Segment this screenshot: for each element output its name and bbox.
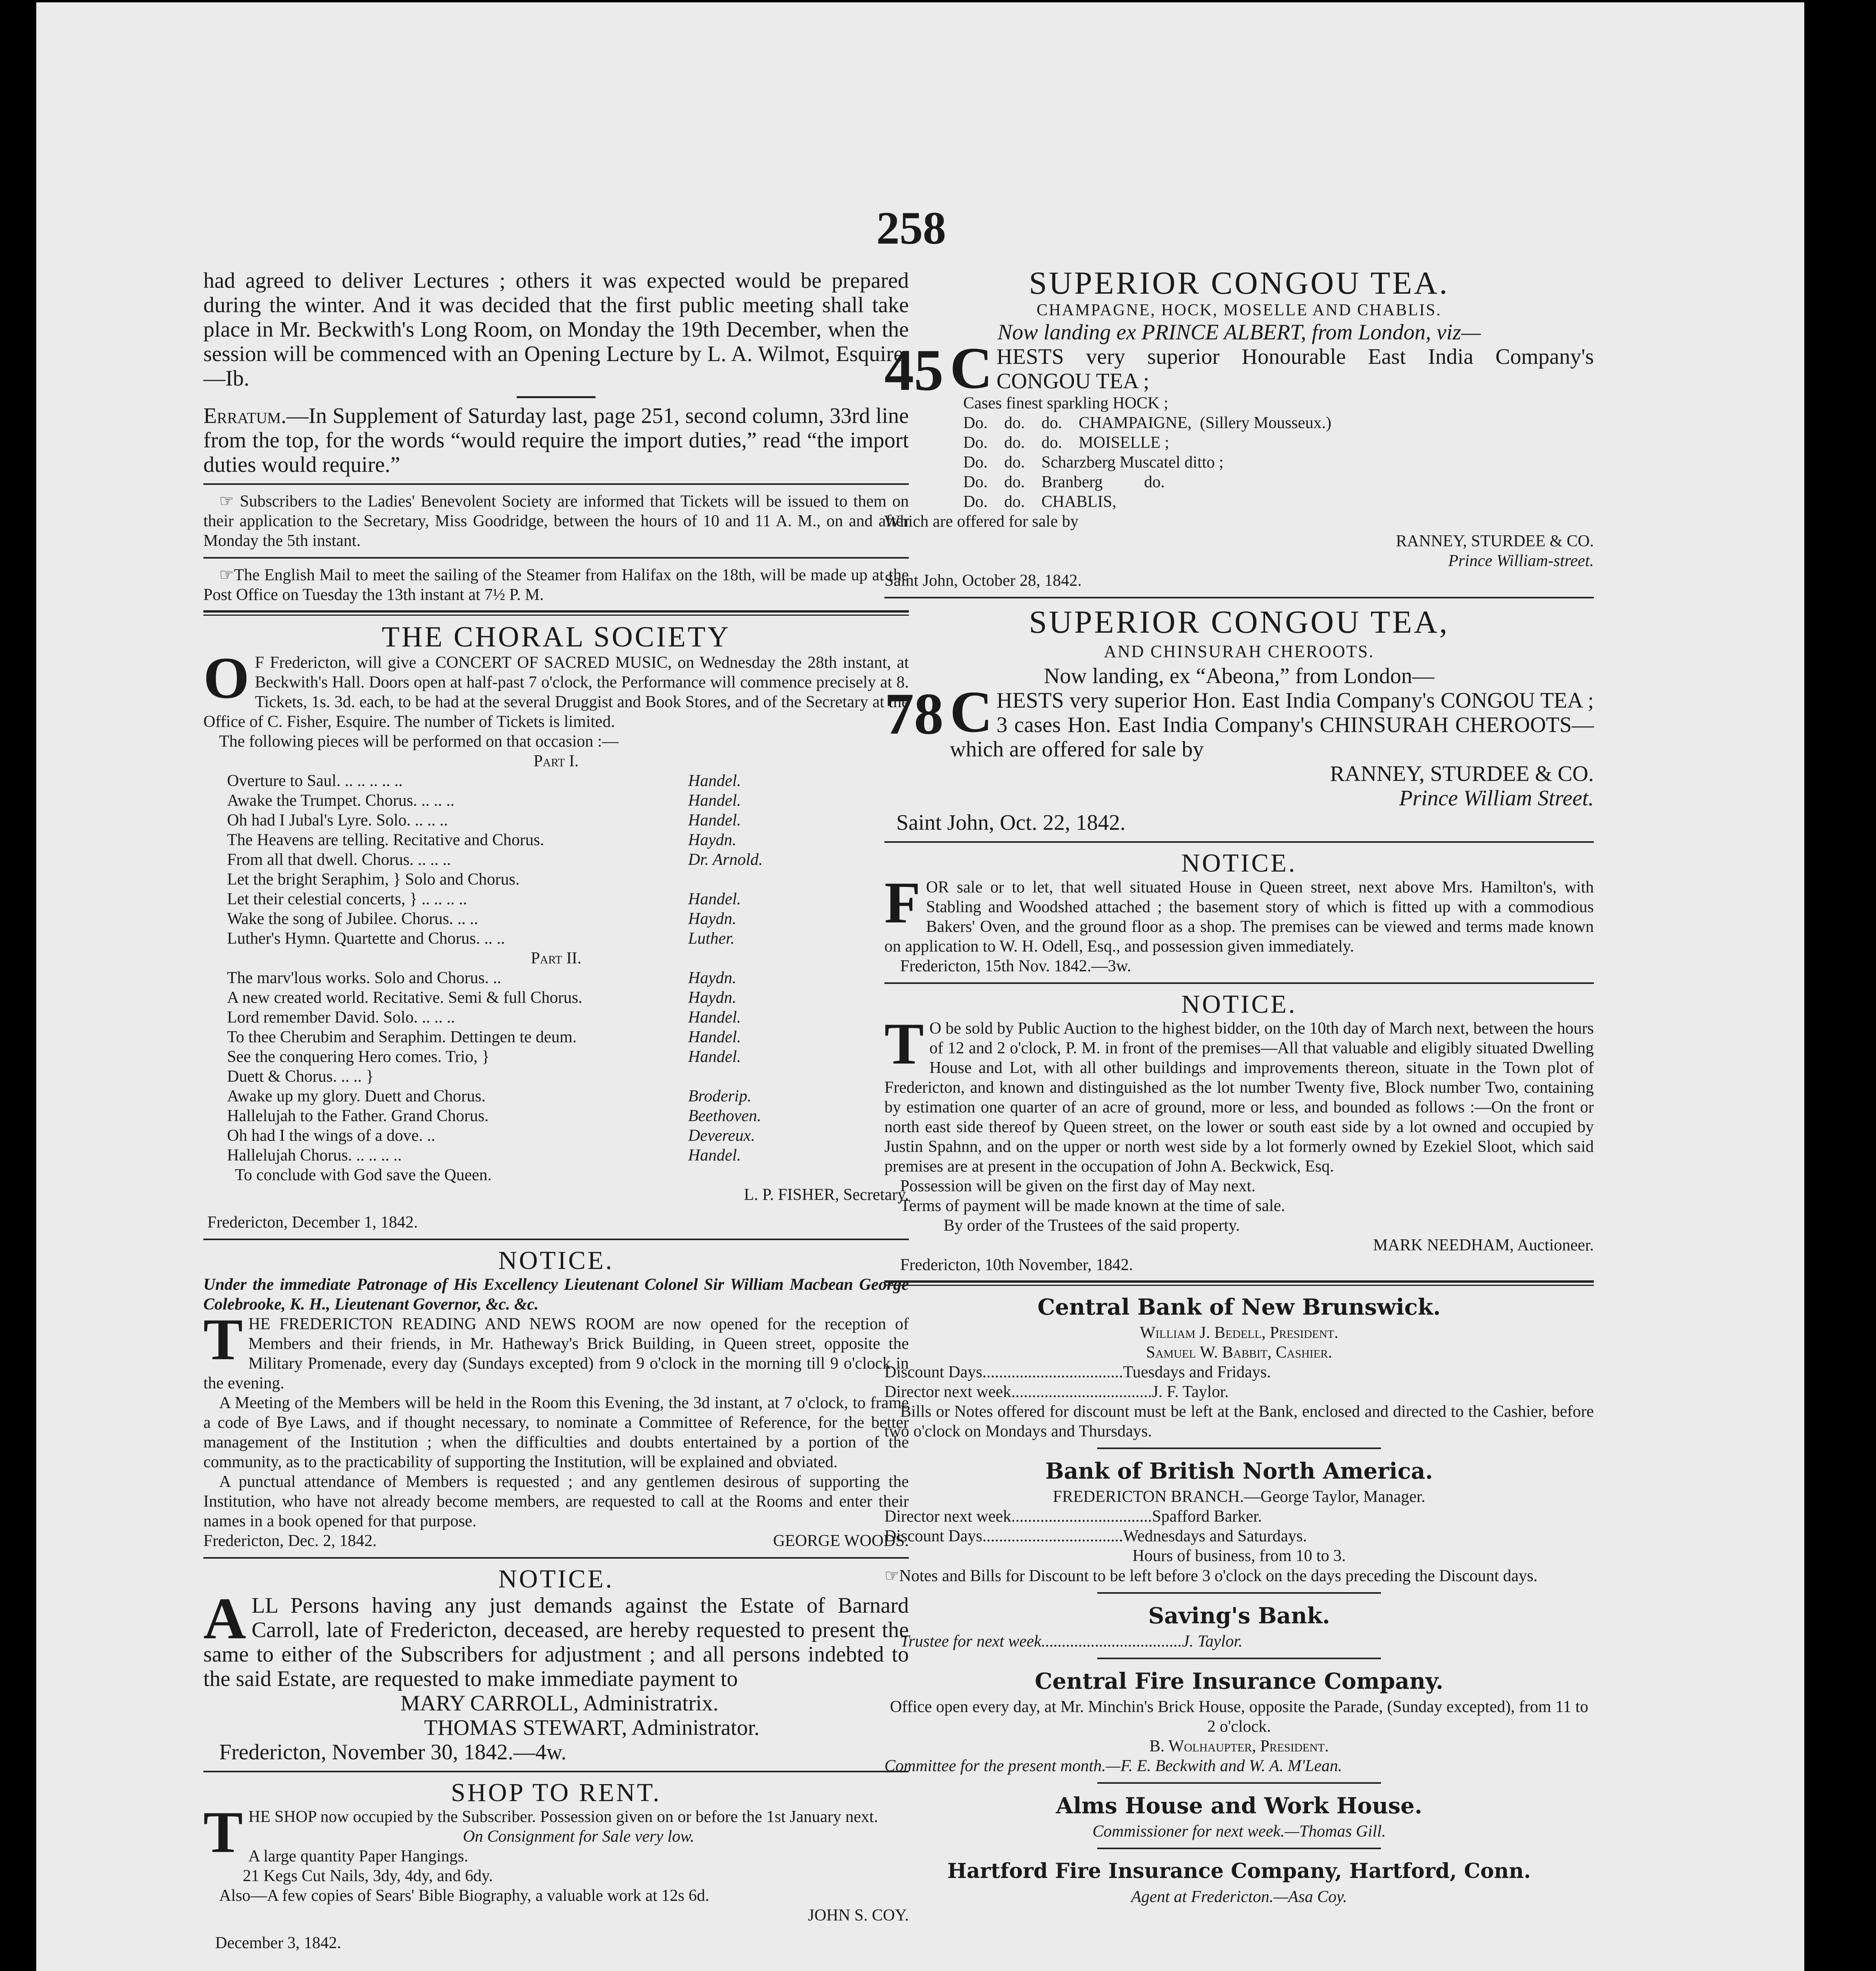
program-composer: Handel.	[688, 1008, 741, 1026]
savings-title: Saving's Bank.	[1148, 1603, 1330, 1629]
divider	[203, 1771, 909, 1772]
program-piece: From all that dwell. Chorus. .. .. ..	[227, 851, 451, 869]
notice-reading-room-body	[203, 1307, 909, 1393]
tea1-subtitle: CHAMPAGNE, HOCK, MOSELLE AND CHABLIS.	[1037, 301, 1442, 319]
auction-possession: Possession will be given on the first day of May next.	[900, 1177, 1256, 1195]
program-piece: The Heavens are telling. Recitative and Chorus.	[227, 831, 544, 849]
program-composer: Handel.	[688, 1048, 741, 1066]
program-composer: Devereux.	[688, 1127, 755, 1145]
choral-body	[203, 645, 909, 732]
tea2-firm: RANNEY, STURDEE & CO.	[1330, 762, 1594, 786]
divider	[1097, 1592, 1381, 1594]
notice-estate-body	[203, 1586, 909, 1691]
program-composer	[688, 870, 806, 889]
hartford-title: Hartford Fire Insurance Company, Hartford, Conn.	[947, 1859, 1531, 1883]
tea-case-line: Do. do. CHABLIS,	[963, 493, 1117, 511]
estate-date: Fredericton, November 30, 1842.—4w.	[219, 1740, 567, 1764]
fire-president: B. Wolhaupter, President.	[1149, 1737, 1329, 1755]
program-piece: Hallelujah Chorus. .. .. .. ..	[227, 1146, 402, 1164]
notice-house-title: NOTICE.	[1181, 849, 1297, 877]
notice-signer: GEORGE WOODS.	[773, 1532, 909, 1550]
tea1-body-text: HESTS very superior Honourable East India Company's CONGOU TEA ;	[996, 345, 1594, 393]
drop-cap: C	[950, 679, 993, 745]
chest-count: 78	[884, 681, 944, 747]
tea2-subtitle: AND CHINSURAH CHEROOTS.	[1104, 642, 1375, 661]
program-piece: Oh had I Jubal's Lyre. Solo. .. .. ..	[227, 811, 448, 829]
double-divider	[203, 610, 909, 616]
bna-discount: Discount Days..................................Wednesdays and Saturdays.	[884, 1527, 1307, 1545]
shop-item-2: 21 Kegs Cut Nails, 3dy, 4dy, and 6dy.	[243, 1867, 493, 1885]
notice-attendance: A punctual attendance of Members is requested ; and any gentlemen desirous of supporting the Institution, who have not already become members, are requested to call at the Rooms and enter their names in a book opened for that purpose.	[203, 1473, 909, 1530]
program-composer: Handel.	[688, 1146, 741, 1164]
erratum	[203, 404, 909, 477]
fire-committee: Committee for the present month.—F. E. Beckwith and W. A. M'Lean.	[884, 1757, 1342, 1775]
choral-title: THE CHORAL SOCIETY	[382, 621, 731, 653]
part-one-heading: Part I.	[533, 752, 579, 770]
house-text: OR sale or to let, that well situated House in Queen street, next above Mrs. Hamilton's, with Stabling and Woodshed attached ; the basement story of which is fitted up with a commodious Bakers' Oven, and the ground floor as a shop. The premises can be viewed and terms made known on application to W. H. Odell, Esq., and possession given immediately.	[884, 878, 1594, 956]
program-piece: Lord remember David. Solo. .. .. ..	[227, 1008, 455, 1026]
shop-text: HE SHOP now occupied by the Subscriber. Possession given on or before the 1st January next.	[248, 1808, 878, 1826]
drop-cap: T	[884, 1011, 924, 1077]
drop-cap: A	[203, 1586, 246, 1651]
notice-house-date: Fredericton, 15th Nov. 1842.—3w.	[900, 957, 1131, 975]
benevolent-notice	[203, 491, 909, 551]
shop-item-1: A large quantity Paper Hangings.	[248, 1847, 469, 1865]
auction-text: O be sold by Public Auction to the highest bidder, on the 10th day of March next, between the hours of 12 and 2 o'clock, P. M. in front of the premises—All that valuable and eligibly situated Dwelling House and Lot, with all other buildings and improvements thereon, situate in the Town plot of Fredericton, and known and distinguished as the lot number Twenty five, Block number Two, containing by estimation one quarter of an acre of ground, more or less, and bounded as follows :—On the front or north east side thereof by Queen street, on the lower or south east side by a lot owned and occupied by Justin Spahnn, and on the upper or north west side by a lot formerly owned by Ezekiel Sloot, which said premises are at present in the occupation of John A. Beckwick, Esq.	[884, 1019, 1594, 1176]
central-bank-bills: Bills or Notes offered for discount must be left at the Bank, enclosed and directed to the Cashier, before two o'clock on Mondays and Thursdays.	[884, 1403, 1594, 1440]
program-piece: A new created world. Recitative. Semi & full Chorus.	[227, 989, 583, 1007]
program-piece: Wake the song of Jubilee. Chorus. .. ..	[227, 910, 478, 928]
central-bank-discount: Discount Days..................................Tuesdays and Fridays.	[884, 1363, 1271, 1381]
part-two-heading: Part II.	[530, 949, 582, 967]
tea1-landing: Now landing ex PRINCE ALBERT, from London, viz—	[997, 320, 1481, 345]
bna-title: Bank of British North America.	[1045, 1458, 1433, 1484]
notice-estate-title: NOTICE.	[498, 1565, 614, 1593]
divider	[884, 597, 1594, 598]
choral-conclude: To conclude with God save the Queen.	[235, 1166, 492, 1184]
choral-signer: L. P. FISHER, Secretary.	[744, 1186, 909, 1204]
divider	[1097, 1448, 1381, 1449]
central-bank-title: Central Bank of New Brunswick.	[1037, 1294, 1441, 1320]
erratum-text: —In Supplement of Saturday last, page 251, second column, 33rd line from the top, for the words “would require the import duties,” read “the import duties would require.”	[203, 404, 909, 477]
program-composer: Haydn.	[688, 831, 737, 849]
tea2-title: SUPERIOR CONGOU TEA,	[1029, 604, 1450, 640]
divider	[1097, 1658, 1381, 1659]
bna-notes-text: Notes and Bills for Discount to be left before 3 o'clock on the days preceding the Discount days.	[899, 1567, 1538, 1585]
drop-cap: C	[950, 335, 993, 401]
program-piece: Awake the Trumpet. Chorus. .. .. ..	[227, 792, 455, 810]
tea-case-line: Do. do. do. CHAMPAIGNE, (Sillery Mousseux.)	[963, 414, 1332, 432]
program-piece: Hallelujah to the Father. Grand Chorus.	[227, 1107, 489, 1125]
newspaper-page	[36, 2, 1804, 1971]
alms-commissioner: Commissioner for next week.—Thomas Gill.	[1092, 1822, 1386, 1841]
tea2-date: Saint John, Oct. 22, 1842.	[896, 810, 1126, 835]
divider	[203, 483, 909, 485]
program-piece: Luther's Hymn. Quartette and Chorus. .. ..	[227, 930, 505, 948]
program-composer: Handel.	[688, 1028, 741, 1046]
program-composer: Haydn.	[688, 989, 737, 1007]
tea1-firm: RANNEY, STURDEE & CO.	[1396, 532, 1594, 550]
bna-notes	[884, 1566, 1594, 1586]
program-piece: To thee Cherubim and Seraphim. Dettingen te deum.	[227, 1028, 577, 1046]
double-divider	[884, 1280, 1594, 1286]
bna-director: Director next week..................................Spafford Barker.	[884, 1507, 1262, 1526]
program-piece: Overture to Saul. .. .. .. .. ..	[227, 772, 403, 790]
auction-order: By order of the Trustees of the said property.	[944, 1217, 1240, 1235]
chest-count: 45	[884, 337, 944, 403]
savings-trustee: Trustee for next week..................................J. Taylor.	[900, 1632, 1243, 1651]
divider	[884, 841, 1594, 843]
shop-title: SHOP TO RENT.	[451, 1778, 661, 1807]
shop-date: December 3, 1842.	[215, 1934, 341, 1952]
tea1-title: SUPERIOR CONGOU TEA.	[1029, 265, 1450, 301]
notice-reading-room-title: NOTICE.	[498, 1246, 614, 1275]
tea-case-line: Do. do. Scharzberg Muscatel ditto ;	[963, 453, 1224, 471]
bna-hours: Hours of business, from 10 to 3.	[1132, 1547, 1346, 1565]
auction-date: Fredericton, 10th November, 1842.	[900, 1256, 1133, 1274]
drop-cap: T	[203, 1307, 243, 1372]
program-composer: Handel.	[688, 811, 741, 829]
alms-title: Alms House and Work House.	[1056, 1793, 1422, 1819]
program-piece: See the conquering Hero comes. Trio, }	[227, 1048, 490, 1066]
tea2-body-text: HESTS very superior Hon. East India Company's CONGOU TEA ; 3 cases Hon. East India Company's CHINSURAH CHEROOTS—which are offered for sale by	[950, 688, 1594, 762]
bna-branch: FREDERICTON BRANCH.—George Taylor, Manager.	[1053, 1488, 1426, 1506]
program-piece: Let their celestial concerts, } .. .. .. ..	[227, 890, 467, 908]
tea-case-line: Cases finest sparkling HOCK ;	[963, 394, 1169, 412]
left-column	[203, 268, 909, 1953]
central-bank-director: Director next week..................................J. F. Taylor.	[884, 1383, 1229, 1401]
tea2-landing: Now landing, ex “Abeona,” from London—	[1044, 664, 1435, 688]
notice-reading-room-footer	[203, 1531, 909, 1551]
tea1-cases-list	[963, 393, 1594, 512]
tea2-street: Prince William Street.	[1399, 786, 1594, 810]
program-composer: Broderip.	[688, 1087, 752, 1105]
central-bank-cashier: Samuel W. Babbit, Cashier.	[1146, 1343, 1333, 1362]
estate-text: LL Persons having any just demands against the Estate of Barnard Carroll, late of Fredericton, deceased, are hereby requested to present the same to either of the Subscribers for adjustment ; and all persons indebted to the said Estate, are requested to make immediate payment to	[203, 1593, 909, 1691]
english-mail-notice	[203, 565, 909, 605]
program-composer: Handel.	[688, 890, 741, 908]
shop-item-3: Also—A few copies of Sears' Bible Biography, a valuable work at 12s 6d.	[219, 1887, 709, 1905]
reading-room-text: HE FREDERICTON READING AND NEWS ROOM are now opened for the reception of Members and their friends, in Mr. Hatheway's Brick Building, in Queen street, opposite the Military Promenade, every day (Sundays excepted) from 9 o'clock in the morning till 9 o'clock in the evening.	[203, 1315, 909, 1392]
tea1-date: Saint John, October 28, 1842.	[884, 572, 1082, 590]
program-composer: Haydn.	[688, 969, 737, 987]
drop-cap: T	[203, 1800, 243, 1865]
pointing-hand-icon: ☞	[884, 1566, 899, 1585]
notice-date: Fredericton, Dec. 2, 1842.	[203, 1532, 377, 1550]
divider	[203, 1557, 909, 1559]
pointing-hand-icon: ☞	[219, 565, 234, 584]
program-piece: Duett & Chorus. .. .. }	[227, 1067, 374, 1086]
estate-signer-2: THOMAS STEWART, Administrator.	[424, 1716, 760, 1740]
benevolent-text: Subscribers to the Ladies' Benevolent Society are informed that Tickets will be issued to them on their application to the Secretary, Miss Goodridge, between the hours of 10 and 11 A. M., on and after Monday the 5th instant.	[203, 492, 909, 550]
program-composer: Handel.	[688, 792, 741, 810]
right-column	[884, 266, 1594, 1907]
divider	[203, 557, 909, 559]
notice-auction-body	[884, 1011, 1594, 1176]
program-composer	[688, 1067, 806, 1086]
ornament-divider	[517, 396, 596, 398]
fire-office: Office open every day, at Mr. Minchin's Brick House, opposite the Parade, (Sunday excepted), from 11 to 2 o'clock.	[890, 1698, 1588, 1736]
estate-signer-1: MARY CARROLL, Administratrix.	[400, 1691, 718, 1716]
divider	[203, 1239, 909, 1240]
divider	[884, 982, 1594, 984]
drop-cap: F	[884, 870, 921, 935]
program-composer: Luther.	[688, 930, 735, 948]
choral-date: Fredericton, December 1, 1842.	[207, 1213, 418, 1231]
shop-consign: On Consignment for Sale very low.	[463, 1828, 694, 1846]
part-one-program	[227, 771, 909, 948]
choral-intro: The following pieces will be performed on that occasion :—	[219, 732, 619, 751]
part-two-program	[227, 968, 909, 1165]
notice-meeting: A Meeting of the Members will be held in the Room this Evening, the 3d instant, at 7 o'clock, to frame a code of Bye Laws, and if thought necessary, to nominate a Committee of Reference, for the better management of the Institution ; when the difficulties and doubts entertained by a portion of the community, as to the practicability of supporting the Institution, will be explained and obviated.	[203, 1394, 909, 1471]
tea-case-line: Do. do. do. MOISELLE ;	[963, 434, 1169, 452]
shop-signer: JOHN S. COY.	[808, 1906, 909, 1924]
drop-cap: O	[203, 645, 249, 711]
divider	[1097, 1782, 1381, 1784]
english-mail-text: The English Mail to meet the sailing of the Steamer from Halifax on the 18th, will be made up at the Post Office on Tuesday the 13th instant at 7½ P. M.	[203, 566, 909, 604]
program-composer: Beethoven.	[688, 1107, 761, 1125]
auction-signer: MARK NEEDHAM, Auctioneer.	[1373, 1236, 1594, 1254]
lecture-paragraph: had agreed to deliver Lectures ; others it was expected would be prepared during the winter. And it was decided that the first public meeting shall take place in Mr. Beckwith's Long Room, on Monday the 19th December, when the session will be commenced with an Opening Lecture by L. A. Wilmot, Esquire.—Ib.	[203, 268, 909, 391]
notice-house-body	[884, 870, 1594, 956]
notice-patronage: Under the immediate Patronage of His Excellency Lieutenant Colonel Sir William Macbean George Colebrooke, K. H., Lieutenant Governor, &c. &c.	[203, 1276, 909, 1313]
pointing-hand-icon: ☞	[219, 491, 234, 510]
program-composer: Dr. Arnold.	[688, 851, 763, 869]
tea1-offered: Which are offered for sale by	[884, 512, 1079, 531]
divider	[1097, 1848, 1381, 1849]
hartford-agent: Agent at Fredericton.—Asa Coy.	[1131, 1888, 1347, 1906]
auction-terms: Terms of payment will be made known at the time of sale.	[900, 1197, 1285, 1215]
program-piece: The marv'lous works. Solo and Chorus. ..	[227, 969, 501, 987]
erratum-label: Erratum.	[203, 404, 287, 428]
program-composer: Handel.	[688, 772, 741, 790]
choral-body-text: F Fredericton, will give a CONCERT OF SACRED MUSIC, on Wednesday the 28th instant, at Beckwith's Hall. Doors open at half-past 7 o'clock, the Performance will commence precisely at 8. Tickets, 1s. 3d. each, to be had at the several Druggist and Book Stores, and of the Secretary at the Office of C. Fisher, Esquire. The number of Tickets is limited.	[203, 654, 909, 731]
page-number: 258	[876, 202, 946, 254]
tea-case-line: Do. do. Branberg do.	[963, 473, 1165, 491]
program-piece: Awake up my glory. Duett and Chorus.	[227, 1087, 486, 1105]
tea2-body	[884, 679, 1594, 762]
central-bank-president: William J. Bedell, President.	[1140, 1324, 1338, 1342]
fire-title: Central Fire Insurance Company.	[1035, 1668, 1444, 1694]
tea1-street: Prince William-street.	[1448, 552, 1594, 570]
program-piece: Let the bright Seraphim, } Solo and Chorus.	[227, 870, 520, 889]
program-composer: Haydn.	[688, 910, 737, 928]
program-piece: Oh had I the wings of a dove. ..	[227, 1127, 436, 1145]
notice-auction-title: NOTICE.	[1181, 990, 1297, 1019]
